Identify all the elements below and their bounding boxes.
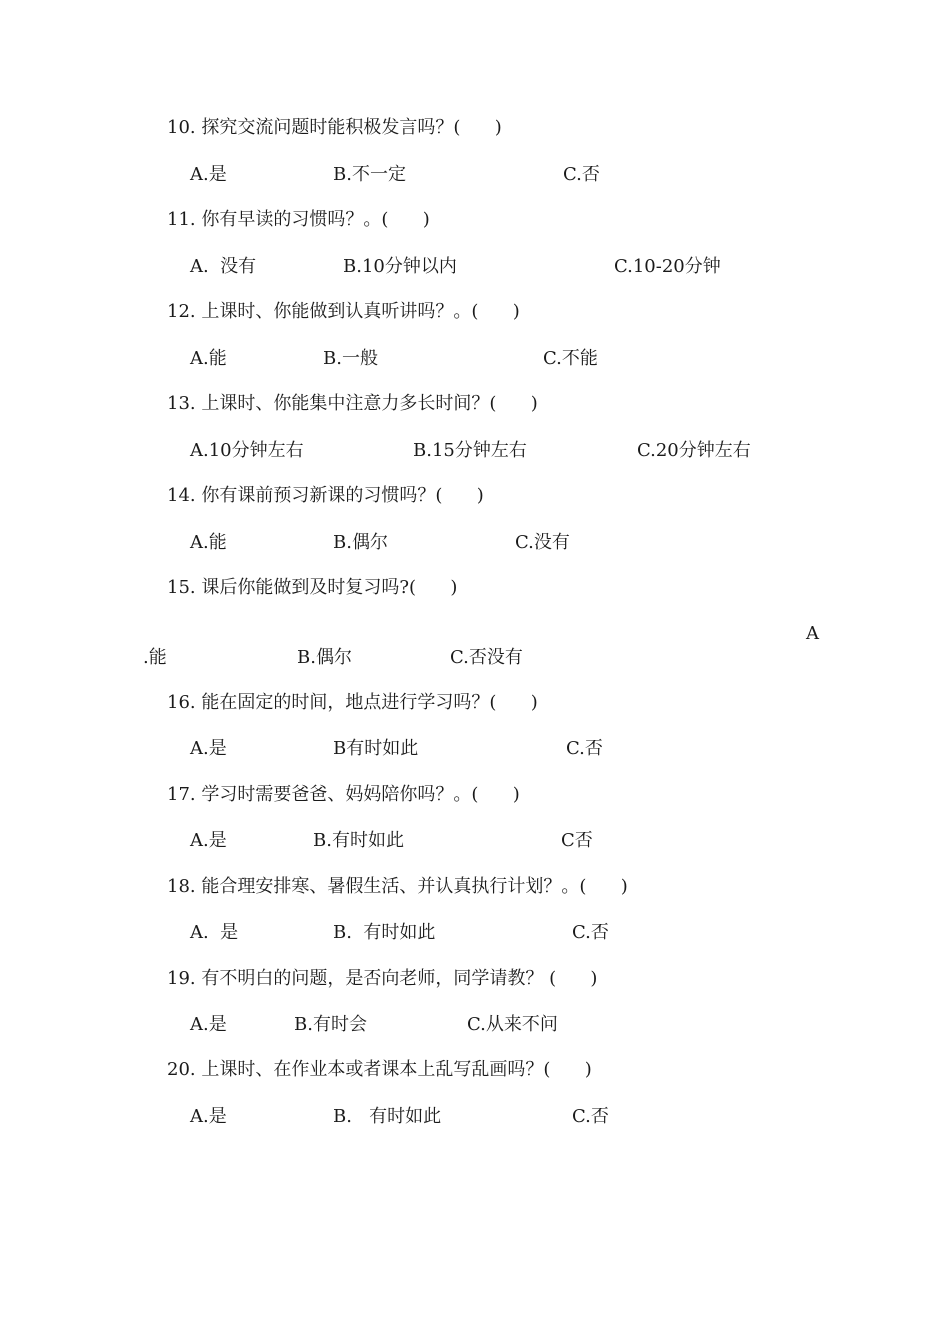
q12-option-a: A.能 xyxy=(190,348,227,369)
q19-option-a: A.是 xyxy=(190,1014,227,1035)
q17-option-a: A.是 xyxy=(190,830,227,851)
q16-option-b: B有时如此 xyxy=(333,738,419,759)
question-18: 18. 能合理安排寒、暑假生活、并认真执行计划？。( ) xyxy=(167,876,628,897)
q20-option-a: A.是 xyxy=(190,1106,227,1127)
q16-option-c: C.否 xyxy=(566,738,603,759)
q20-option-c: C.否 xyxy=(572,1106,609,1127)
question-16: 16. 能在固定的时间，地点进行学习吗？( ) xyxy=(167,692,538,713)
q15-option-b: B.偶尔 xyxy=(297,647,352,668)
q17-option-b: B.有时如此 xyxy=(313,830,404,851)
q12-option-c: C.不能 xyxy=(543,348,598,369)
q16-option-a: A.是 xyxy=(190,738,227,759)
q19-option-c: C.从来不问 xyxy=(467,1014,558,1035)
q18-option-b: B. 有时如此 xyxy=(333,922,436,943)
question-11: 11. 你有早读的习惯吗？。( ) xyxy=(167,209,430,230)
question-19: 19. 有不明白的问题，是否向老师，同学请教？ ( ) xyxy=(167,968,598,989)
q11-option-c: C.10-20分钟 xyxy=(614,256,721,277)
q13-option-c: C.20分钟左右 xyxy=(637,440,751,461)
q20-option-b: B. 有时如此 xyxy=(333,1106,442,1127)
question-13: 13. 上课时、你能集中注意力多长时间？( ) xyxy=(167,393,538,414)
q14-option-b: B.偶尔 xyxy=(333,532,388,553)
q17-option-c: C否 xyxy=(561,830,593,851)
q10-option-b: B.不一定 xyxy=(333,164,406,185)
question-10: 10. 探究交流问题时能积极发言吗？( ) xyxy=(167,117,502,138)
q13-option-b: B.15分钟左右 xyxy=(413,440,527,461)
q13-option-a: A.10分钟左右 xyxy=(190,440,304,461)
q12-option-b: B.一般 xyxy=(323,348,378,369)
question-14: 14. 你有课前预习新课的习惯吗？( ) xyxy=(167,485,484,506)
q11-option-a: A. 没有 xyxy=(190,256,257,277)
q11-option-b: B.10分钟以内 xyxy=(343,256,457,277)
q14-option-c: C.没有 xyxy=(515,532,570,553)
q10-option-a: A.是 xyxy=(190,164,227,185)
q15-option-c: C.否没有 xyxy=(450,647,523,668)
q18-option-c: C.否 xyxy=(572,922,609,943)
q19-option-b: B.有时会 xyxy=(294,1014,367,1035)
question-17: 17. 学习时需要爸爸、妈妈陪你吗？。( ) xyxy=(167,784,520,805)
q18-option-a: A. 是 xyxy=(190,922,239,943)
q15-option-a-letter: A xyxy=(806,623,819,644)
question-15: 15. 课后你能做到及时复习吗?( ) xyxy=(167,577,458,598)
q10-option-c: C.否 xyxy=(563,164,600,185)
question-12: 12. 上课时、你能做到认真听讲吗？。( ) xyxy=(167,301,520,322)
question-20: 20. 上课时、在作业本或者课本上乱写乱画吗？( ) xyxy=(167,1059,592,1080)
q14-option-a: A.能 xyxy=(190,532,227,553)
q15-option-a-text: .能 xyxy=(143,647,167,668)
